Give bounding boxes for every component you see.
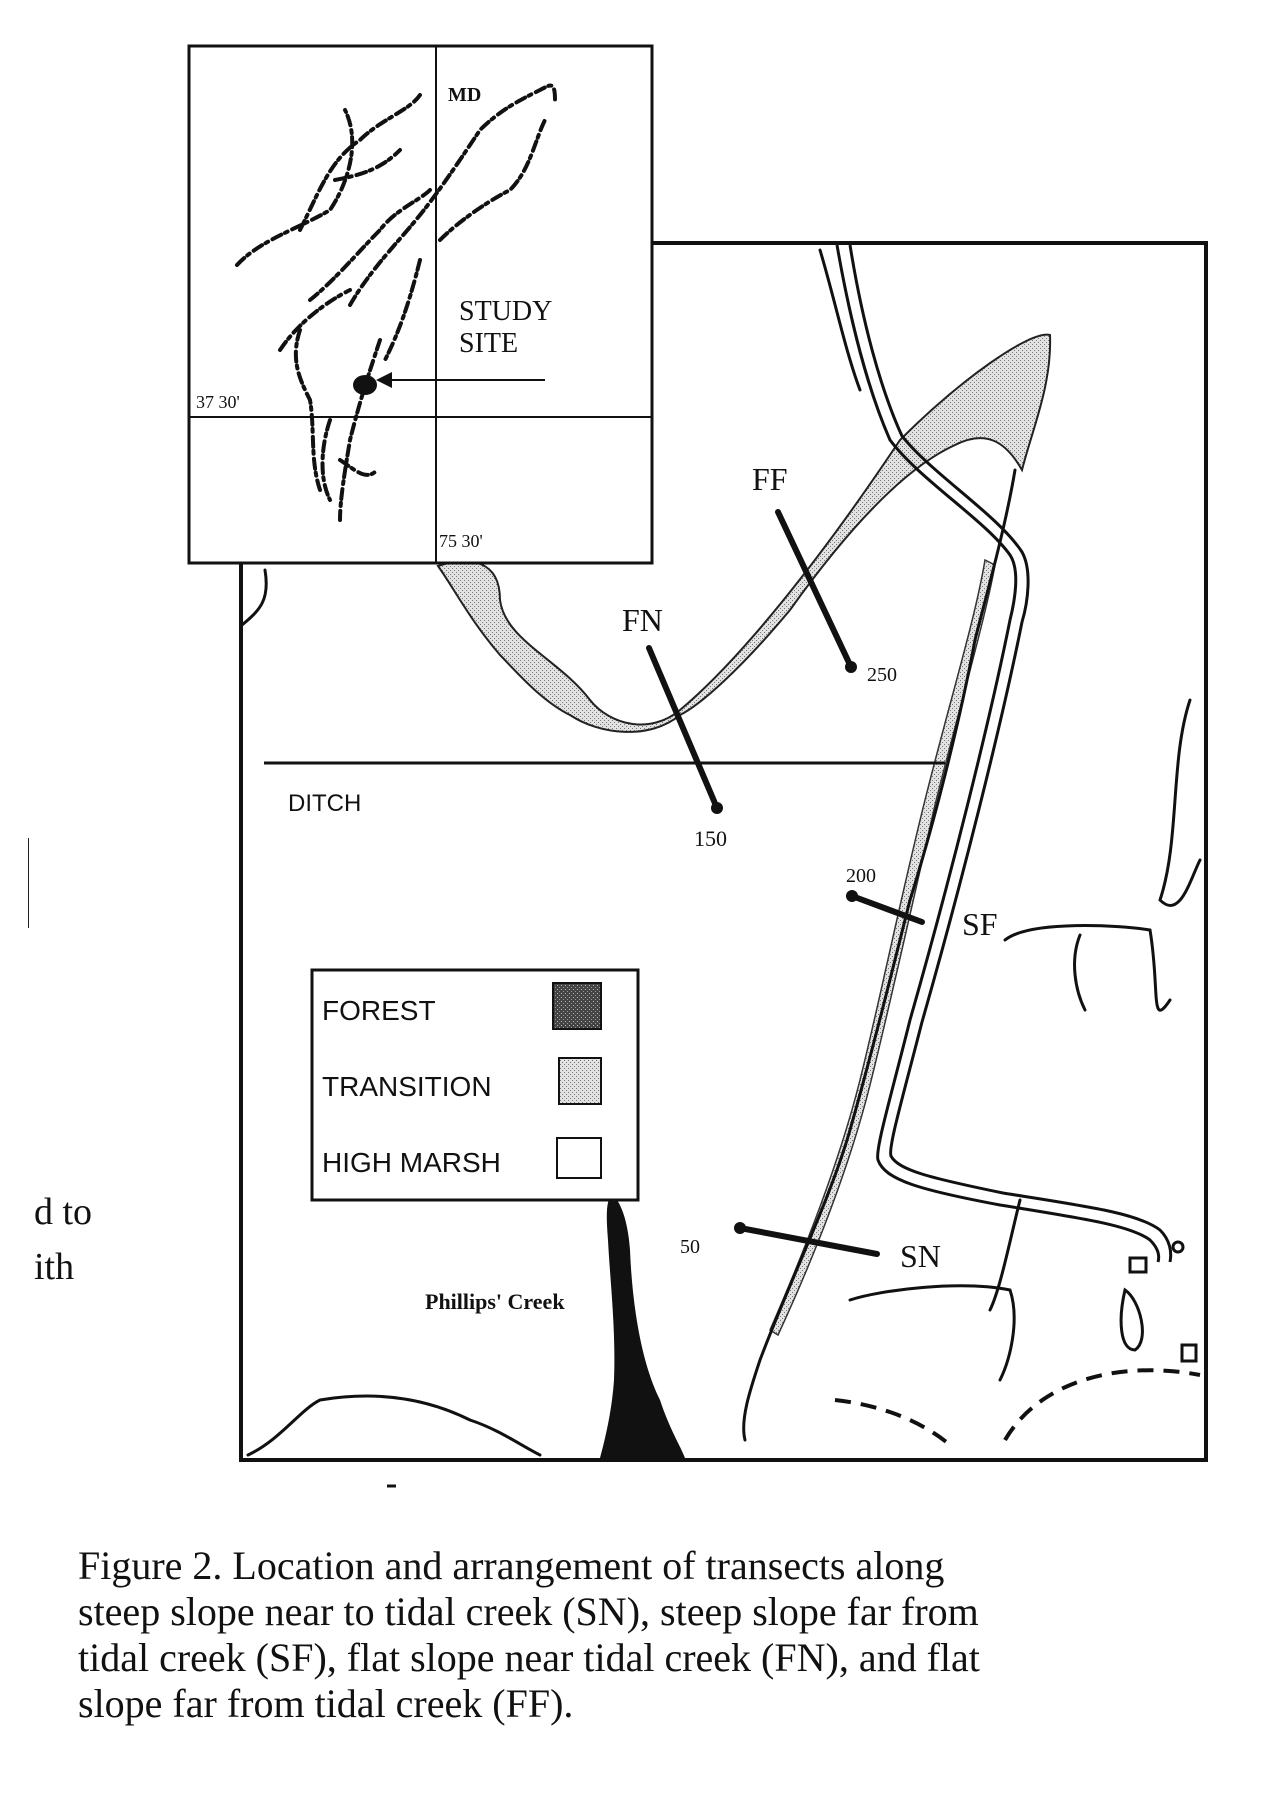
caption-line: tidal creek (SF), flat slope near tidal creek (FN), and flat: [78, 1635, 980, 1680]
inset-latitude-label: 37 30': [196, 392, 240, 412]
transect-ff-endpoint: [845, 661, 857, 673]
caption-line: Figure 2. Location and arrangement of transects along: [78, 1543, 945, 1588]
inset-study-site-line2: SITE: [459, 328, 519, 359]
transect-sn-distance: 50: [680, 1236, 700, 1258]
transect-ff-label: FF: [752, 461, 788, 497]
legend-transition-swatch: [559, 1058, 601, 1104]
legend-high-marsh-label: HIGH MARSH: [322, 1147, 501, 1178]
inset-study-site-marker: [353, 375, 377, 395]
inset-frame: [189, 46, 652, 563]
transect-sn-endpoint: [734, 1222, 746, 1234]
transect-fn-distance: 150: [694, 826, 727, 851]
inset-longitude-label: 75 30': [439, 531, 483, 551]
inset-map: [189, 46, 652, 563]
transect-ff-distance: 250: [867, 664, 897, 686]
ditch-label: DITCH: [288, 790, 362, 817]
legend-high-marsh-swatch: [557, 1138, 601, 1178]
cropped-figure-edge: [0, 838, 29, 928]
inset-state-label: MD: [448, 84, 482, 106]
page-fragment-2: ith: [34, 1246, 75, 1288]
transect-fn-label: FN: [622, 602, 663, 638]
caption-line: slope far from tidal creek (FF).: [78, 1681, 574, 1726]
transect-sf-endpoint: [846, 890, 858, 902]
legend-forest-swatch: [553, 983, 601, 1029]
inset-study-site-line1: STUDY: [459, 296, 553, 327]
transect-fn-endpoint: [711, 802, 723, 814]
caption-line: steep slope near to tidal creek (SN), steep slope far from: [78, 1589, 979, 1634]
legend-transition-label: TRANSITION: [322, 1071, 492, 1102]
transect-sn-label: SN: [900, 1238, 941, 1274]
transect-sf-label: SF: [962, 906, 998, 942]
page-fragment-1: d to: [34, 1191, 93, 1233]
legend: [312, 970, 638, 1200]
figure-caption: [78, 1543, 1268, 1727]
legend-forest-label: FOREST: [322, 995, 436, 1026]
creek-label: Phillips' Creek: [425, 1289, 565, 1314]
transect-sf-distance: 200: [846, 865, 876, 887]
